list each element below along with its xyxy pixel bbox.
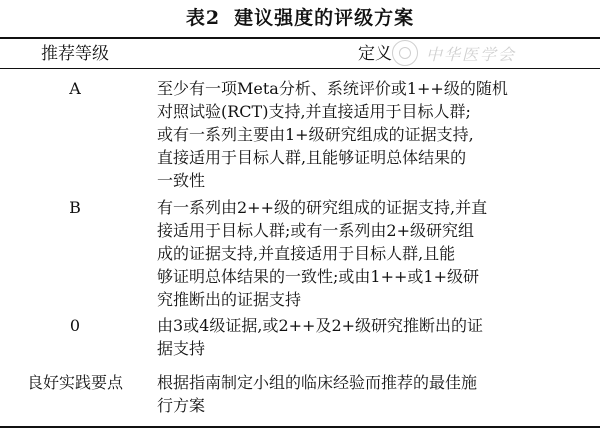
definition-line: 行方案 [157, 396, 206, 415]
definition-cell [157, 77, 587, 192]
definition-line: 根据指南制定小组的临床经验而推荐的最佳施 [157, 373, 478, 392]
table-number: 表2 [185, 7, 221, 29]
grade-cell: A [69, 79, 81, 98]
definition-line: 至少有一项Meta分析、系统评价或1++级的随机 [157, 79, 508, 98]
definition-line: 成的证据支持,并直接适用于目标人群,且能 [157, 244, 456, 263]
bottom-rule [0, 426, 600, 428]
definition-cell [157, 196, 587, 311]
grade-cell: 0 [69, 316, 81, 335]
definition-line: 究推断出的证据支持 [157, 290, 302, 309]
definition-line: 有一系列由2++级的研究组成的证据支持,并直 [157, 198, 488, 217]
table-title: 建议强度的评级方案 [234, 7, 415, 29]
column-header-grade: 推荐等级 [41, 44, 109, 64]
watermark-text: 中华医学会 [426, 44, 517, 64]
column-header-definition: 定义 [358, 44, 392, 64]
publisher-watermark [392, 38, 516, 68]
definition-line: 由3或4级证据,或2++及2+级研究推断出的证 [157, 316, 484, 335]
definition-line: 或有一系列主要由1+级研究组成的证据支持, [157, 125, 474, 144]
grade-cell: B [69, 198, 81, 217]
definition-line: 一致性 [157, 171, 206, 190]
definition-line: 够证明总体结果的一致性;或由1++或1+级研 [157, 267, 479, 286]
definition-cell [157, 371, 587, 417]
header-rule [0, 68, 600, 69]
definition-line: 直接适用于目标人群,且能够证明总体结果的 [157, 148, 467, 167]
table-caption [0, 3, 600, 30]
definition-line: 据支持 [157, 339, 206, 358]
definition-line: 对照试验(RCT)支持,并直接适用于目标人群; [157, 102, 471, 121]
definition-cell [157, 314, 587, 360]
seal-icon [392, 40, 418, 66]
definition-line: 接适用于目标人群;或有一系列由2+级研究组 [157, 221, 474, 240]
grade-cell: 良好实践要点 [26, 373, 123, 392]
